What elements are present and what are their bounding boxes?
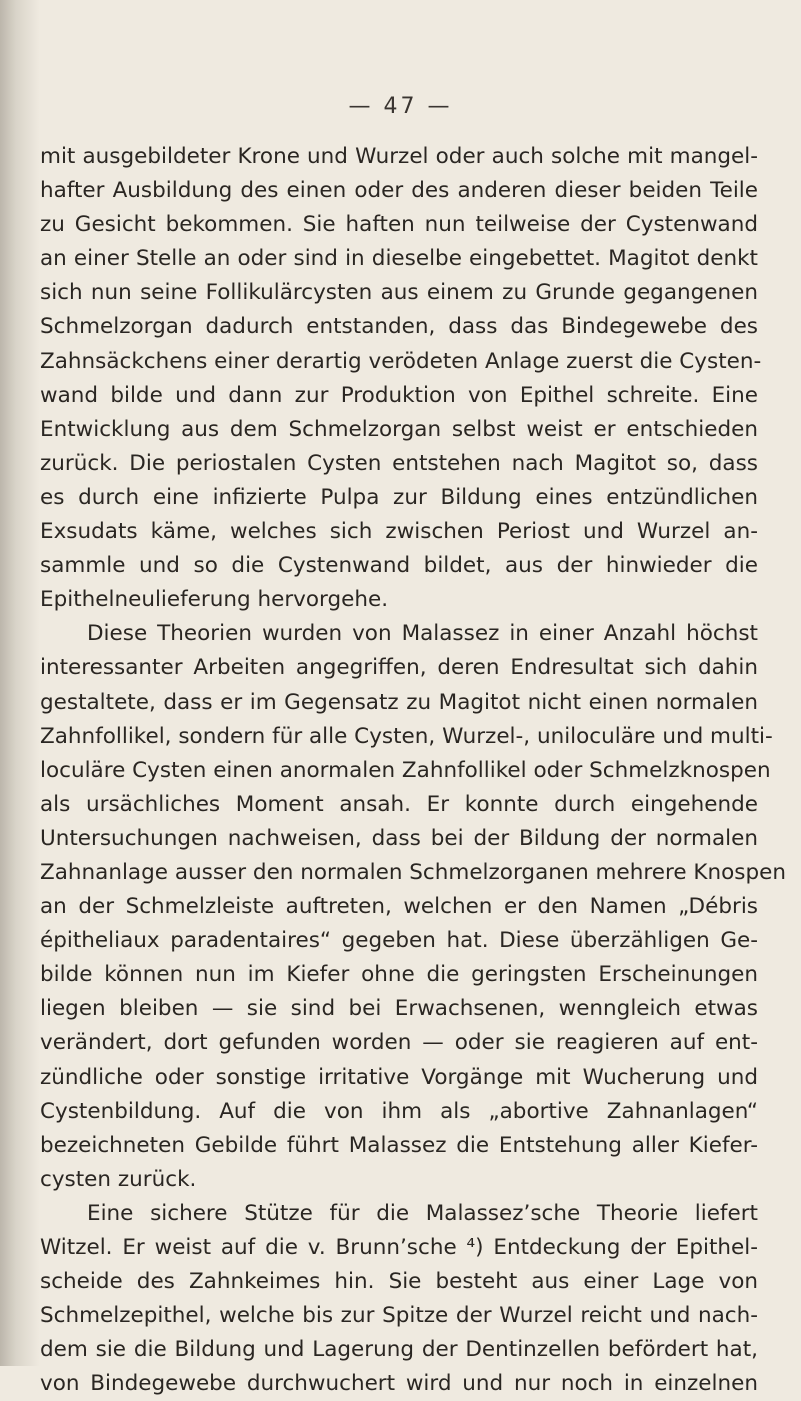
text-line: wand bilde und dann zur Produktion von Epithel schreite. Eine	[40, 382, 758, 408]
text-line: von Bindegewebe durchwuchert wird und nur noch in einzelnen	[40, 1371, 758, 1397]
text-line: Eine sichere Stütze für die Malassez’sche Theorie liefert	[87, 1200, 758, 1226]
text-line: bezeichneten Gebilde führt Malassez die Entstehung aller Kiefer-	[40, 1132, 758, 1158]
text-line: gestaltete, dass er im Gegensatz zu Magitot nicht einen normalen	[40, 689, 758, 715]
text-line: zurück. Die periostalen Cysten entstehen nach Magitot so, dass	[40, 450, 758, 476]
text-line: Epithelneulieferung hervorgehe.	[40, 587, 389, 613]
text-line: als ursächliches Moment ansah. Er konnte durch eingehende	[40, 791, 758, 817]
text-line: loculäre Cysten einen anormalen Zahnfollikel oder Schmelzknospen	[40, 757, 771, 783]
page-number: — 47 —	[348, 94, 453, 119]
text-line: es durch eine infizierte Pulpa zur Bildung eines entzündlichen	[40, 484, 758, 510]
text-line: an einer Stelle an oder sind in dieselbe eingebettet. Magitot denkt	[40, 246, 758, 272]
text-line: interessanter Arbeiten angegriffen, deren Endresultat sich dahin	[40, 655, 758, 681]
text-line: bilde können nun im Kiefer ohne die geringsten Erscheinungen	[40, 962, 758, 988]
text-line: Zahnanlage ausser den normalen Schmelzorganen mehrere Knospen	[40, 859, 786, 885]
text-line: zu Gesicht bekommen. Sie haften nun teilweise der Cystenwand	[40, 212, 758, 238]
text-line: Cystenbildung. Auf die von ihm als „abortive Zahnanlagen“	[40, 1098, 758, 1124]
text-line: Zahnfollikel, sondern für alle Cysten, Wurzel-, uniloculäre und multi-	[40, 723, 773, 749]
text-line: Schmelzorgan dadurch entstanden, dass das Bindegewebe des	[40, 314, 758, 340]
text-line: Untersuchungen nachweisen, dass bei der Bildung der normalen	[40, 825, 758, 851]
page-gutter-shadow	[0, 0, 40, 1366]
text-line: dem sie die Bildung und Lagerung der Dentinzellen befördert hat,	[40, 1337, 758, 1363]
text-line: cysten zurück.	[40, 1166, 197, 1192]
text-line: verändert, dort gefunden worden — oder sie reagieren auf ent-	[40, 1030, 758, 1056]
body-text	[40, 140, 786, 1401]
text-line: Diese Theorien wurden von Malassez in einer Anzahl höchst	[87, 621, 758, 647]
text-line: scheide des Zahnkeimes hin. Sie besteht aus einer Lage von	[40, 1269, 758, 1295]
text-line: Zahnsäckchens einer derartig verödeten Anlage zuerst die Cysten-	[40, 348, 762, 374]
text-line: Entwicklung aus dem Schmelzorgan selbst weist er entschieden	[40, 416, 758, 442]
text-line: sich nun seine Follikulärcysten aus einem zu Grunde gegangenen	[40, 280, 758, 306]
text-line: Witzel. Er weist auf die v. Brunn’sche ⁴) Entdeckung der Epithel-	[40, 1235, 758, 1260]
text-line: sammle und so die Cystenwand bildet, aus der hinwieder die	[40, 553, 758, 579]
text-line: Schmelzepithel, welche bis zur Spitze der Wurzel reicht und nach-	[40, 1303, 758, 1329]
text-line: Exsudats käme, welches sich zwischen Periost und Wurzel an-	[40, 519, 758, 545]
text-line: hafter Ausbildung des einen oder des anderen dieser beiden Teile	[40, 178, 758, 204]
text-line: épitheliaux paradentaires“ gegeben hat. Diese überzähligen Ge-	[40, 928, 758, 954]
text-line: zündliche oder sonstige irritative Vorgänge mit Wucherung und	[40, 1064, 758, 1090]
text-line: liegen bleiben — sie sind bei Erwachsenen, wenngleich etwas	[40, 996, 758, 1022]
text-line: an der Schmelzleiste auftreten, welchen er den Namen „Débris	[40, 894, 758, 920]
text-line: mit ausgebildeter Krone und Wurzel oder auch solche mit mangel-	[40, 144, 758, 169]
